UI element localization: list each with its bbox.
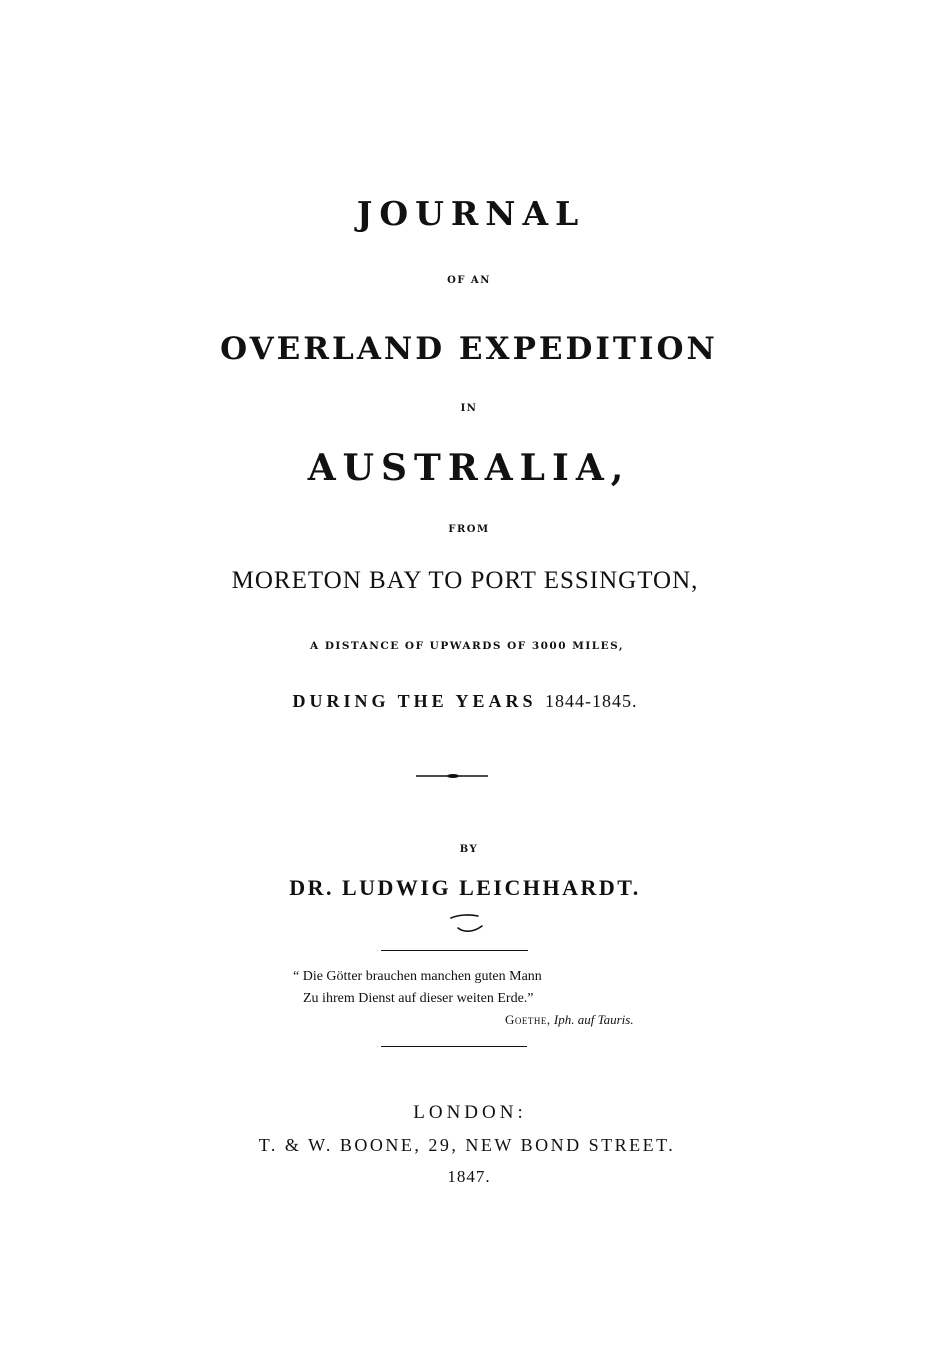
epigraph-line-2: Zu ihrem Dienst auf dieser weiten Erde.”: [303, 991, 534, 1006]
divider-rule-top: [381, 950, 528, 951]
years-range: 1844-1845.: [545, 691, 638, 711]
years-line: [0, 692, 930, 710]
title-line-australia: AUSTRALIA,: [307, 447, 631, 489]
divider-rule-bottom: [381, 1046, 527, 1047]
epigraph-line-1: “ Die Götter brauchen manchen guten Mann: [293, 969, 542, 984]
byline-connector: BY: [459, 844, 479, 855]
connector-from: FROM: [448, 524, 490, 535]
title-line-overland-expedition: OVERLAND EXPEDITION: [220, 331, 718, 367]
years-prefix: DURING THE YEARS: [292, 691, 537, 711]
handwritten-mark: [448, 912, 486, 938]
ornament-rule: [416, 774, 488, 778]
connector-in: IN: [460, 403, 478, 414]
author-name: DR. LUDWIG LEICHHARDT.: [289, 875, 641, 900]
imprint-year: 1847.: [447, 1167, 491, 1186]
attribution-work: Iph. auf Tauris.: [553, 1012, 634, 1027]
imprint-publisher: T. & W. BOONE, 29, NEW BOND STREET.: [258, 1135, 676, 1155]
attribution-author: Goethe,: [505, 1012, 551, 1027]
title-line-route: MORETON BAY TO PORT ESSINGTON,: [231, 567, 699, 594]
connector-of-an: OF AN: [447, 275, 491, 286]
title-line-journal: JOURNAL: [356, 194, 586, 233]
distance-line: A DISTANCE OF UPWARDS OF 3000 MILES,: [310, 640, 624, 652]
epigraph-attribution: [505, 1013, 634, 1026]
imprint-place: LONDON:: [413, 1102, 527, 1123]
